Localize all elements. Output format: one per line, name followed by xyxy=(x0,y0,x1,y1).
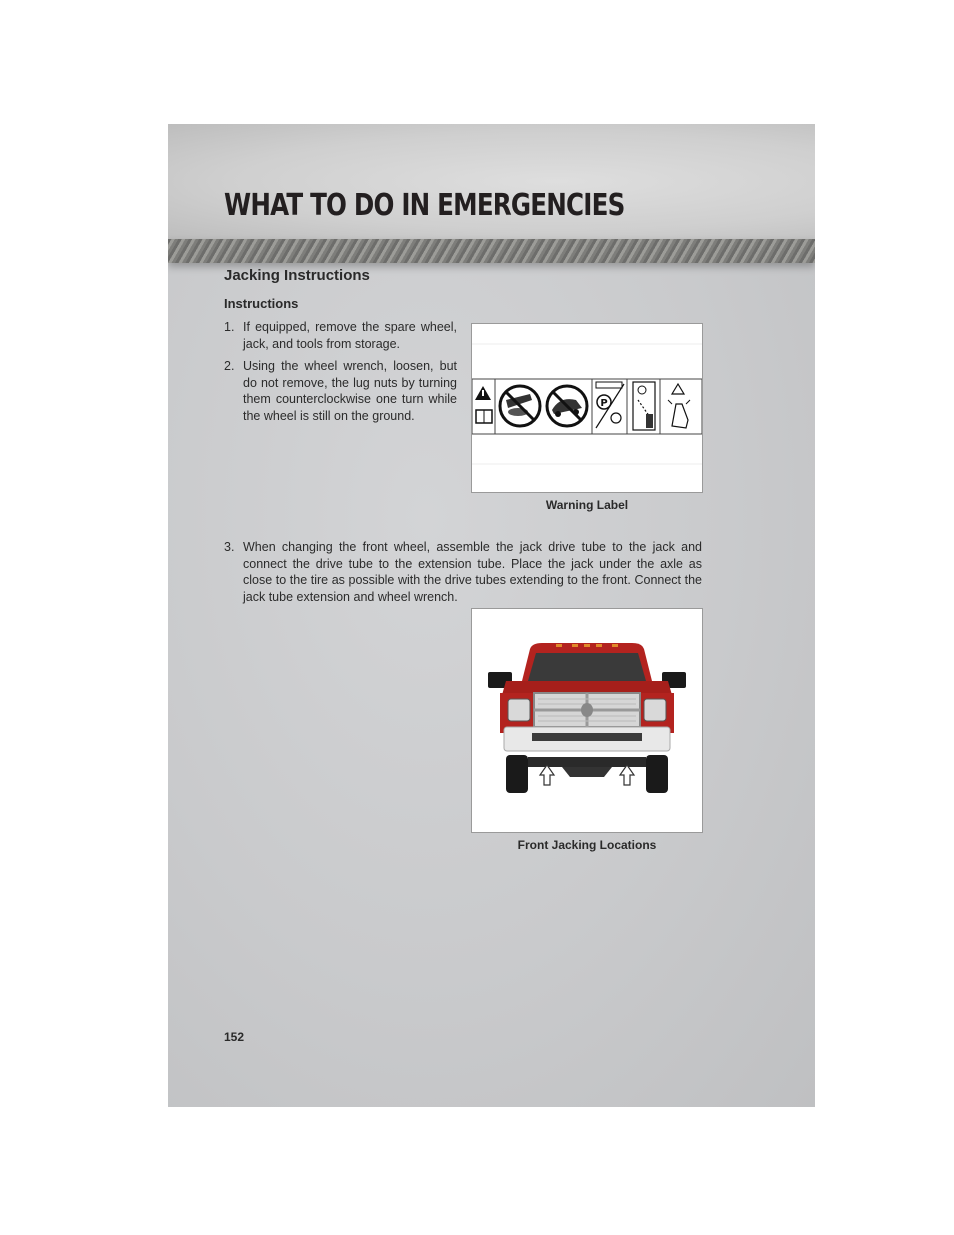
step-number: 1. xyxy=(224,320,235,334)
front-axle xyxy=(528,757,646,767)
no-vehicle-on-jack-icon xyxy=(547,386,587,426)
jack-position-icon xyxy=(633,382,655,430)
front-jacking-figure xyxy=(471,608,703,833)
step-number: 3. xyxy=(224,540,235,554)
warning-label-image xyxy=(472,324,702,492)
warning-label-figure xyxy=(471,323,703,493)
chapter-title: WHAT TO DO IN EMERGENCIES xyxy=(224,188,625,223)
ram-logo xyxy=(581,703,593,717)
step-3 xyxy=(224,539,702,605)
page-number: 152 xyxy=(224,1030,245,1044)
park-symbol: P xyxy=(600,398,608,409)
figure-caption: Warning Label xyxy=(545,498,629,512)
step-number: 2. xyxy=(224,359,235,373)
right-headlight xyxy=(644,699,666,721)
figure-caption: Front Jacking Locations xyxy=(517,838,657,852)
left-headlight xyxy=(508,699,530,721)
step-text: Using the wheel wrench, loosen, but do not remove, the lug nuts by turning them counterclockwise one turn while the wheel is still on the ground. xyxy=(243,359,457,423)
no-person-under-vehicle-icon xyxy=(500,386,540,426)
step-2 xyxy=(224,358,457,424)
section-title: Jacking Instructions xyxy=(224,267,370,284)
windshield xyxy=(528,653,646,681)
manual-page xyxy=(168,124,815,1107)
step-text: If equipped, remove the spare wheel, jack, and tools from storage. xyxy=(243,320,457,351)
left-front-tire xyxy=(506,755,528,793)
truck-front-image xyxy=(472,609,702,832)
subsection-title: Instructions xyxy=(224,296,299,311)
step-1 xyxy=(224,319,457,352)
manual-book-icon xyxy=(476,410,492,423)
chapter-header xyxy=(168,124,815,239)
tire-tread-divider xyxy=(168,239,815,263)
step-text: When changing the front wheel, assemble the jack drive tube to the jack and connect the drive tube to the extension tube. Place the jack under the axle as close to the tire as possible with the drive tubes extending to the front. Connect the jack tube extension and wheel wrench. xyxy=(243,540,702,604)
right-front-tire xyxy=(646,755,668,793)
